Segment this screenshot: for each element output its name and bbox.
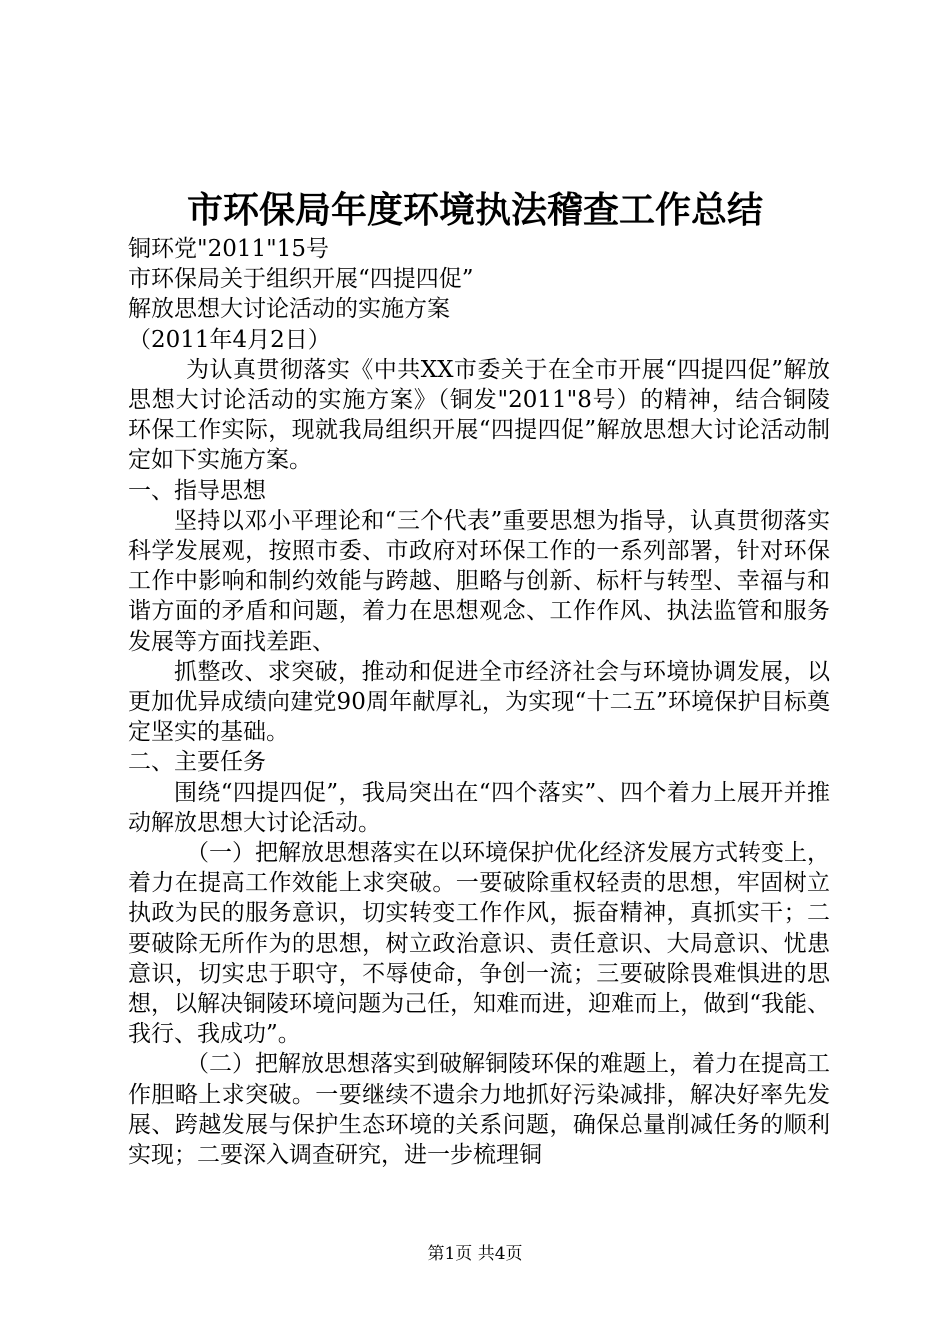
section1-paragraph-2: 抓整改、求突破，推动和促进全市经济社会与环境协调发展，以更加优异成绩向建党90周年献厚礼，为实现“十二五”环境保护目标奠定坚实的基础。 <box>128 658 830 746</box>
document-title: 市环保局年度环境执法稽查工作总结 <box>186 189 763 231</box>
section1-paragraph-1: 坚持以邓小平理论和“三个代表”重要思想为指导，认真贯彻落实科学发展观，按照市委、市政府对环保工作的一系列部署，针对环保工作中影响和制约效能与跨越、胆略与创新、标杆与转型、幸福与和谐方面的矛盾和问题，着力在思想观念、工作作风、执法监管和服务发展等方面找差距、 <box>128 507 830 655</box>
doc-number: 铜环党"2011"15号 <box>128 236 329 262</box>
page-footer: 第1页 共4页 <box>427 1244 523 1264</box>
section1-heading: 一、指导思想 <box>128 477 266 504</box>
section2-item-1: （一）把解放思想落实在以环境保护优化经济发展方式转变上，着力在提高工作效能上求突破。一要破除重权轻责的思想，牢固树立执政为民的服务意识，切实转变工作作风，振奋精神，真抓实干；二要破除无所作为的思想，树立政治意识、责任意识、大局意识、忧患意识，切实忠于职守，不辱使命，争创一流；三要破除畏难惧进的思想，以解决铜陵环境问题为己任，知难而进，迎难而上，做到“我能、我行、我成功”。 <box>128 840 830 1048</box>
section2-heading: 二、主要任务 <box>128 749 266 776</box>
section2-item-2: （二）把解放思想落实到破解铜陵环保的难题上，着力在提高工作胆略上求突破。一要继续不遗余力地抓好污染减排，解决好率先发展、跨越发展与保护生态环境的关系问题，确保总量削减任务的顺利实现；二要深入调查研究，进一步梳理铜 <box>128 1051 830 1169</box>
intro-paragraph: 为认真贯彻落实《中共XX市委关于在全市开展“四提四促”解放思想大讨论活动的实施方案》（铜发"2011"8号）的精神，结合铜陵环保工作实际，现就我局组织开展“四提四促”解放思想大讨论活动制定如下实施方案。 <box>128 356 830 474</box>
document-date: （2011年4月2日） <box>128 326 331 353</box>
document-body <box>128 234 830 1170</box>
section2-paragraph-1: 围绕“四提四促”，我局突出在“四个落实”、四个着力上展开并推动解放思想大讨论活动。 <box>128 779 830 836</box>
subtitle-line-1: 市环保局关于组织开展“四提四促” <box>128 266 474 293</box>
subtitle-line-2: 解放思想大讨论活动的实施方案 <box>128 296 450 323</box>
